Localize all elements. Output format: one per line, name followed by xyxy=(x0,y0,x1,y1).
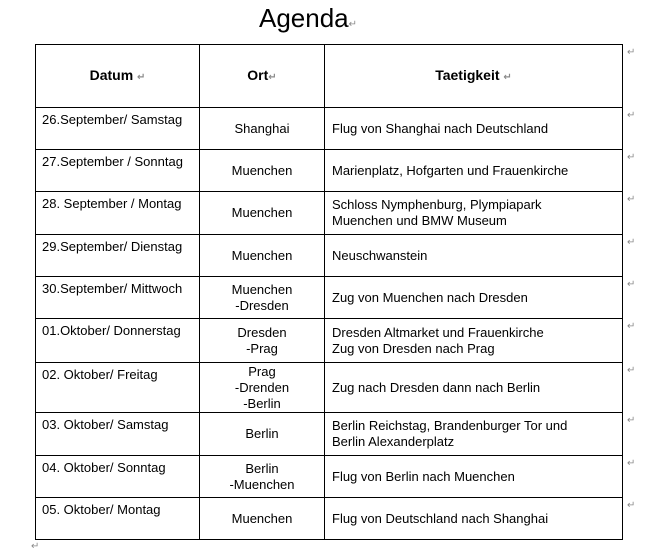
date-text: 30.September/ Mittwoch xyxy=(42,281,183,296)
table-row xyxy=(36,277,623,319)
activity-line: Marienplatz, Hofgarten und Frauenkirche xyxy=(332,162,569,178)
location-cell xyxy=(200,319,325,363)
row-end-mark-icon: ↵ xyxy=(627,365,636,376)
activity-cell xyxy=(325,192,623,235)
table-row xyxy=(36,498,623,540)
activity-line: Neuschwanstein xyxy=(332,247,428,263)
table-row xyxy=(36,413,623,456)
date-text: 26.September/ Samstag xyxy=(42,112,183,127)
activity-cell xyxy=(325,456,623,498)
activity-cell xyxy=(325,498,623,540)
location-line: Muenchen xyxy=(231,281,293,297)
table-row xyxy=(36,235,623,277)
activity-line: Flug von Deutschland nach Shanghai xyxy=(332,510,549,526)
date-text: 03. Oktober/ Samstag xyxy=(42,417,169,432)
location-line: -Dresden xyxy=(235,297,289,313)
location-cell xyxy=(200,150,325,192)
location-cell xyxy=(200,363,325,413)
location-line: Muenchen xyxy=(231,510,293,526)
location-line: -Prag xyxy=(246,340,278,356)
location-cell xyxy=(200,108,325,150)
row-end-mark-icon: ↵ xyxy=(627,152,636,163)
activity-line: Zug von Dresden nach Prag xyxy=(332,340,495,356)
table-body xyxy=(36,108,623,540)
table-row xyxy=(36,108,623,150)
location-line: -Berlin xyxy=(243,395,281,411)
activity-cell xyxy=(325,413,623,456)
agenda-table xyxy=(35,44,623,540)
location-line: Dresden xyxy=(237,324,287,340)
date-text: 04. Oktober/ Sonntag xyxy=(42,460,166,475)
location-cell xyxy=(200,456,325,498)
header-date: Datum ↵ xyxy=(36,45,200,108)
date-cell xyxy=(36,413,200,456)
activity-cell xyxy=(325,319,623,363)
row-end-mark-icon: ↵ xyxy=(627,500,636,511)
date-text: 01.Oktober/ Donnerstag xyxy=(42,323,181,338)
date-cell xyxy=(36,150,200,192)
activity-line: Berlin Alexanderplatz xyxy=(332,434,455,449)
date-cell xyxy=(36,456,200,498)
location-cell xyxy=(200,192,325,235)
date-text: 05. Oktober/ Montag xyxy=(42,502,161,517)
table-row xyxy=(36,456,623,498)
row-end-mark-icon: ↵ xyxy=(627,321,636,332)
date-cell xyxy=(36,319,200,363)
date-text: 27.September / Sonntag xyxy=(42,154,183,169)
date-text: 29.September/ Dienstag xyxy=(42,239,183,254)
row-end-mark-icon: ↵ xyxy=(627,110,636,121)
location-cell xyxy=(200,498,325,540)
activity-line: Flug von Berlin nach Muenchen xyxy=(332,468,515,484)
row-end-mark-icon: ↵ xyxy=(627,415,636,426)
table-row xyxy=(36,319,623,363)
activity-line: Zug von Muenchen nach Dresden xyxy=(332,289,528,305)
date-cell xyxy=(36,192,200,235)
activity-cell xyxy=(325,235,623,277)
location-line: Berlin xyxy=(245,426,279,441)
date-cell xyxy=(36,498,200,540)
activity-line: Flug von Shanghai nach Deutschland xyxy=(332,120,549,136)
row-end-mark-icon: ↵ xyxy=(627,458,636,469)
header-location: Ort↵ xyxy=(200,45,325,108)
location-cell xyxy=(200,277,325,319)
date-cell xyxy=(36,277,200,319)
activity-cell xyxy=(325,150,623,192)
date-text: 28. September / Montag xyxy=(42,196,182,211)
activity-line: Muenchen und BMW Museum xyxy=(332,213,507,228)
date-cell xyxy=(36,363,200,413)
location-line: Prag xyxy=(248,363,276,379)
activity-line: Berlin Reichstag, Brandenburger Tor und xyxy=(332,418,568,433)
table-header-row xyxy=(36,45,623,108)
paragraph-mark-icon: ↵ xyxy=(31,541,40,552)
location-line: -Muenchen xyxy=(229,476,295,492)
location-cell xyxy=(200,413,325,456)
location-line: Muenchen xyxy=(231,247,293,263)
paragraph-mark-icon: ↵ xyxy=(268,71,277,83)
location-line: -Drenden xyxy=(234,379,290,395)
paragraph-mark-icon: ↵ xyxy=(348,19,358,30)
paragraph-mark-icon: ↵ xyxy=(137,71,146,83)
row-end-mark-icon: ↵ xyxy=(627,47,636,58)
location-line: Muenchen xyxy=(231,162,293,178)
row-end-mark-icon: ↵ xyxy=(627,237,636,248)
location-cell xyxy=(200,235,325,277)
date-cell xyxy=(36,108,200,150)
activity-line: Zug nach Dresden dann nach Berlin xyxy=(332,379,541,395)
row-end-mark-icon: ↵ xyxy=(627,194,636,205)
header-activity: Taetigkeit ↵ xyxy=(325,45,623,108)
location-line: Shanghai xyxy=(234,120,290,136)
paragraph-mark-icon: ↵ xyxy=(503,71,512,83)
table-row xyxy=(36,363,623,413)
location-line: Berlin xyxy=(245,460,279,476)
table-row xyxy=(36,150,623,192)
activity-line: Dresden Altmarket und Frauenkirche xyxy=(332,324,544,340)
activity-cell xyxy=(325,108,623,150)
activity-line: Schloss Nymphenburg, Plympiapark xyxy=(332,197,542,212)
document-title: Agenda↵ xyxy=(259,3,358,33)
location-line: Muenchen xyxy=(231,205,293,220)
table-row xyxy=(36,192,623,235)
row-end-mark-icon: ↵ xyxy=(627,279,636,290)
activity-cell xyxy=(325,363,623,413)
date-cell xyxy=(36,235,200,277)
activity-cell xyxy=(325,277,623,319)
date-text: 02. Oktober/ Freitag xyxy=(42,367,158,382)
